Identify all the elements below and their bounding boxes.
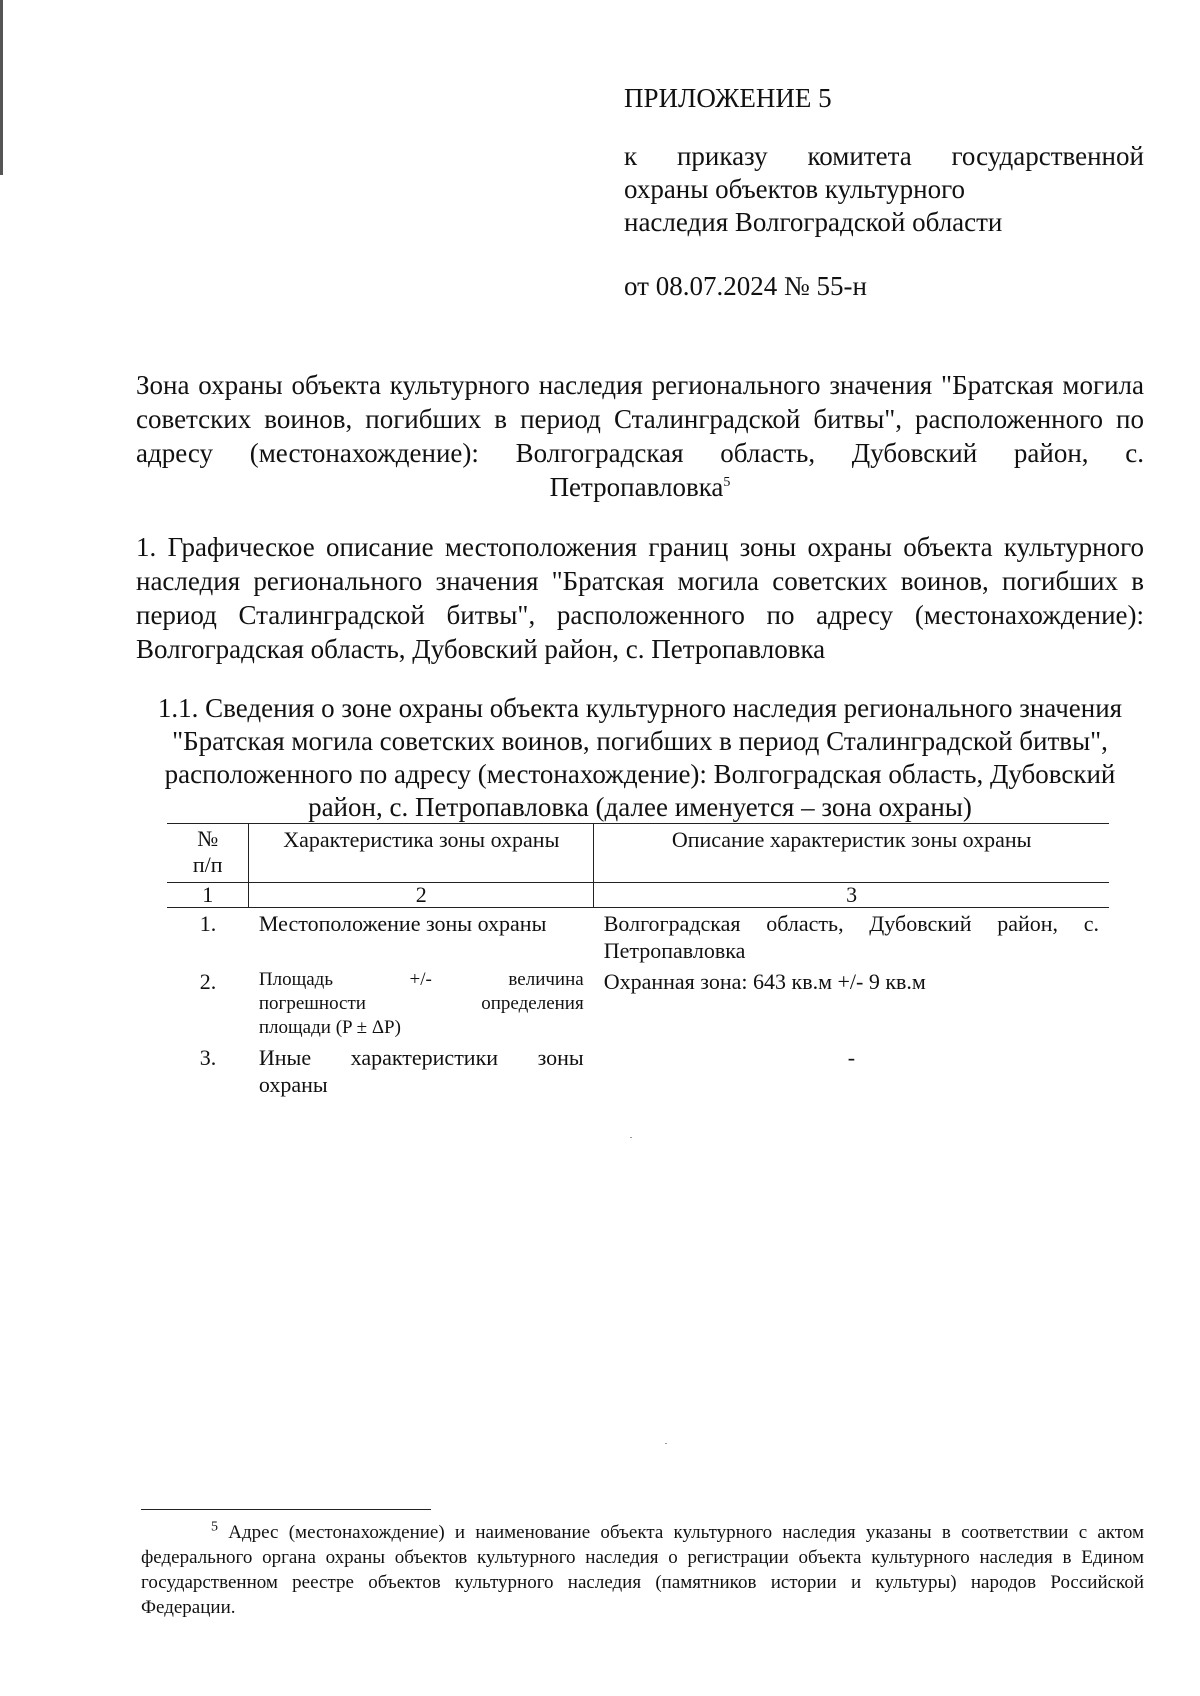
zone-title-text: Зона охраны объекта культурного наследия регионального значения "Братская могила советских воинов, погибших в период Сталинградской битвы", расположенного по адресу (местонахождение): Волгоградская область, Дубовский район, с. Петропавловка (136, 370, 1144, 502)
footnote-reference-mark[interactable]: 5 (723, 475, 731, 490)
area-formula: (P ± ΔP) (335, 1017, 401, 1038)
appendix-date-number: от 08.07.2024 № 55-н (624, 271, 867, 301)
table-row (167, 1042, 1109, 1100)
row-description: Охранная зона: 643 кв.м +/- 9 кв.м (603, 969, 926, 994)
appendix-order-line-2: охраны объектов культурного (624, 174, 965, 204)
column-number-1: 1 (167, 883, 249, 908)
row-characteristic: Площадь +/- величина погрешности определения площади (P ± ΔP) (258, 969, 584, 1038)
table-row (167, 966, 1109, 1042)
footnote-mark: 5 (211, 1519, 218, 1535)
row-number: 2. (199, 969, 217, 994)
scan-speck (665, 1443, 667, 1444)
subsection-1-1-heading: 1.1. Сведения о зоне охраны объекта культурного наследия регионального значения "Братская могила советских воинов, погибших в период Сталинградской битвы", расположенного по адресу (местонахождение): Волгоградская область, Дубовский район, с. Петропавловка (далее именуется – зона охраны) (157, 693, 1123, 822)
row-number: 1. (199, 911, 217, 936)
header-description: Описание характеристик зоны охраны (594, 824, 1109, 883)
footnote-separator (141, 1509, 431, 1510)
zone-info-table (167, 823, 1109, 1100)
header-characteristic: Характеристика зоны охраны (249, 824, 594, 883)
table-column-numbers-row (167, 883, 1109, 908)
appendix-order-line-3: наследия Волгоградской области (624, 207, 1003, 237)
zone-title (136, 368, 1144, 504)
table-header-row (167, 824, 1109, 883)
appendix-order-line-1: к приказу комитета государственной (624, 141, 1144, 171)
scan-speck (630, 1137, 632, 1138)
row-description: Волгоградская область, Дубовский район, с. Петропавловка (603, 911, 1099, 963)
table-row (167, 908, 1109, 967)
footnote-text: Адрес (местонахождение) и наименование объекта культурного наследия указаны в соответствии с актом федерального органа охраны объектов культурного наследия о регистрации объекта культурного наследия в Едином государственном реестре объектов культурного наследия (памятников истории и культуры) народов Российской Федерации. (141, 1522, 1144, 1618)
appendix-title: ПРИЛОЖЕНИЕ 5 (624, 83, 832, 113)
column-number-3: 3 (594, 883, 1109, 908)
footnote (141, 1520, 1144, 1620)
section-1-heading: 1. Графическое описание местоположения границ зоны охраны объекта культурного наследия регионального значения "Братская могила советских воинов, погибших в период Сталинградской битвы", расположенного по адресу (местонахождение): Волгоградская область, Дубовский район, с. Петропавловка (136, 532, 1144, 664)
appendix-order-reference (624, 140, 1144, 239)
row-number: 3. (199, 1045, 217, 1070)
header-number: № п/п (167, 824, 249, 883)
row-characteristic: Местоположение зоны охраны (258, 911, 547, 936)
column-number-2: 2 (249, 883, 594, 908)
row-characteristic: Иные характеристики зоны охраны (258, 1045, 584, 1097)
row-description: - (847, 1045, 856, 1070)
scan-edge-mark (0, 0, 3, 175)
